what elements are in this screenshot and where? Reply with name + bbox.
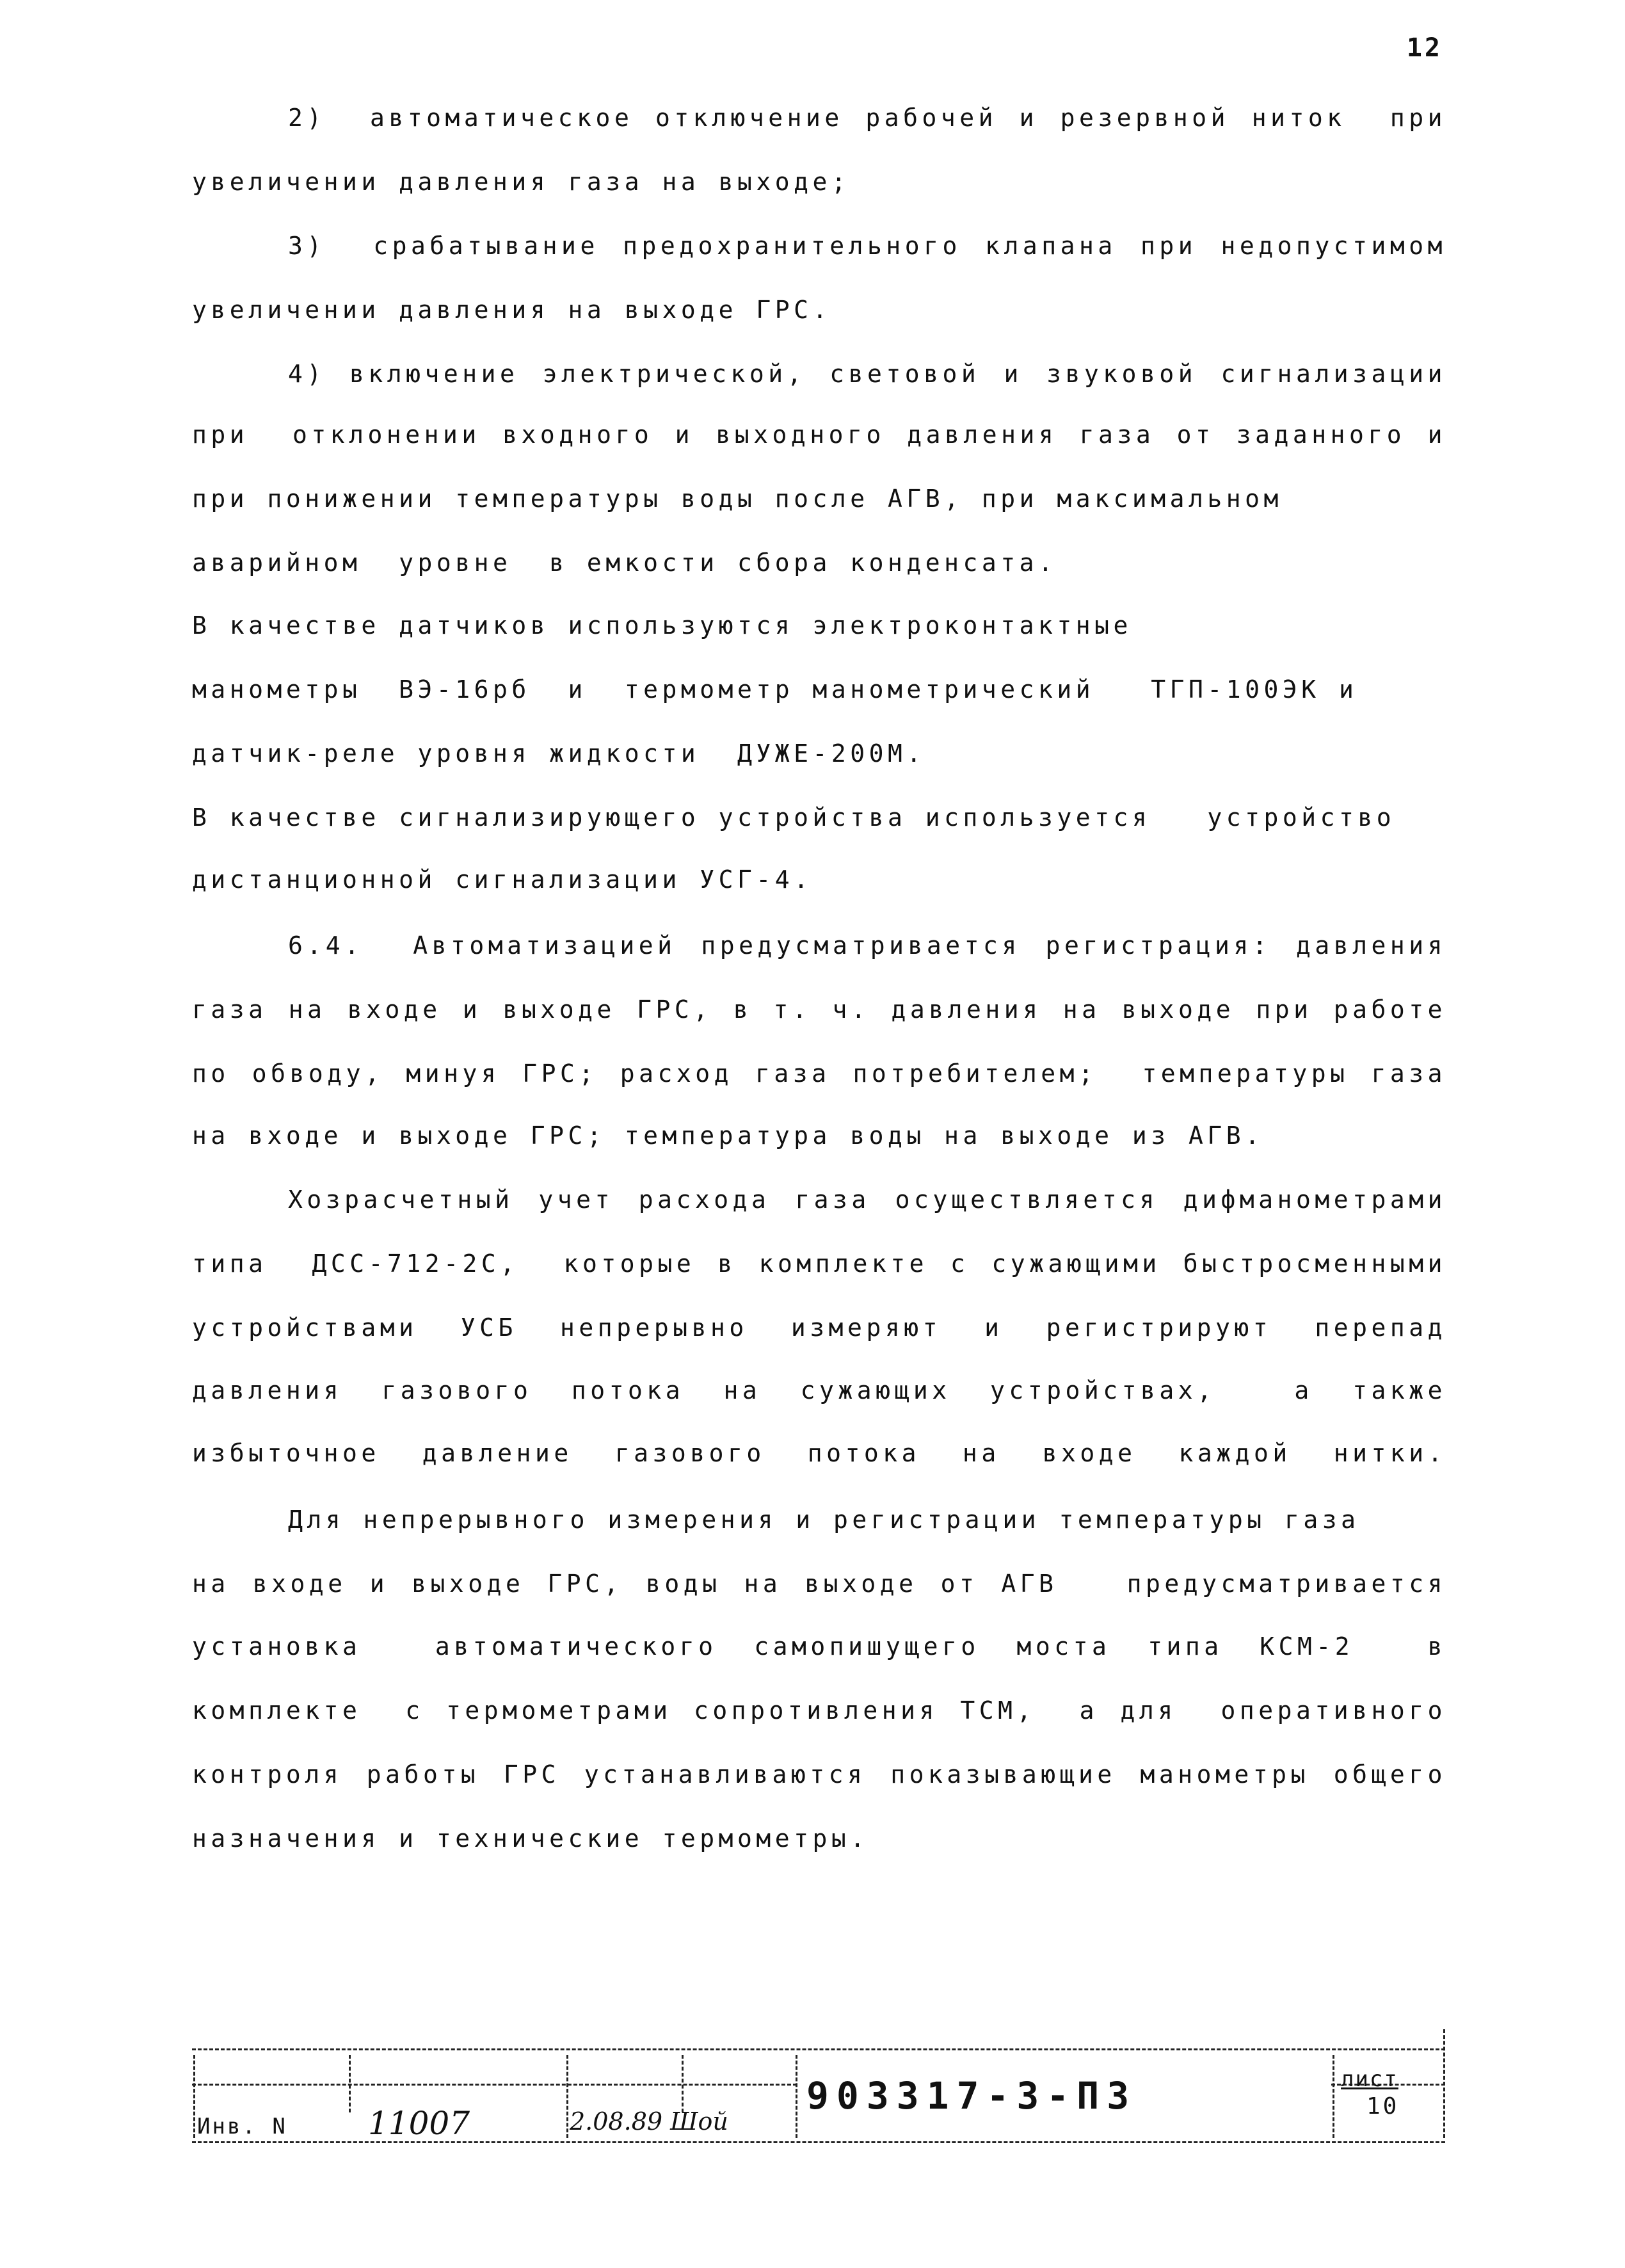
inventory-label: Инв. N — [197, 2114, 287, 2139]
text-line: комплекте с термометрами сопротивления ТСМ, а для оперативного — [192, 1696, 1446, 1725]
text-line: по обводу, минуя ГРС; расход газа потребителем; температуры газа — [192, 1059, 1446, 1088]
stamp-middle-rule — [192, 2084, 797, 2086]
text-line: типа ДСС-712-2С, которые в комплекте с сужающими быстросменными — [192, 1250, 1446, 1278]
text-line: дистанционной сигнализации УСГ-4. — [192, 865, 813, 894]
stamp-column-divider — [682, 2055, 684, 2112]
text-line: давления газового потока на сужающих устройствах, а также — [192, 1376, 1446, 1404]
text-line: манометры ВЭ-16рб и термометр манометрический ТГП-100ЭК и — [192, 675, 1358, 704]
text-line: аварийном уровне в емкости сбора конденсата. — [192, 549, 1057, 577]
text-line: В качестве сигнализирующего устройства используется устройство — [192, 803, 1396, 832]
text-line: устройствами УСБ непрерывно измеряют и регистрируют перепад — [192, 1314, 1446, 1342]
text-line: В качестве датчиков используются электроконтактные — [192, 611, 1132, 639]
signature-date: 2.08.89 Шой — [570, 2107, 728, 2135]
text-line: 6.4. Автоматизацией предусматривается регистрация: давления — [288, 931, 1446, 960]
text-line: назначения и технические термометры. — [192, 1824, 869, 1853]
text-line: газа на входе и выходе ГРС, в т. ч. давления на выходе при работе — [192, 995, 1446, 1024]
stamp-column-divider — [349, 2055, 351, 2112]
inventory-number: 11007 — [368, 2105, 470, 2142]
stamp-column-divider — [193, 2055, 195, 2138]
stamp-column-divider — [796, 2055, 797, 2138]
sheet-label: лист — [1341, 2066, 1398, 2092]
stamp-column-divider — [566, 2055, 568, 2138]
text-line: 4) включение электрической, световой и звуковой сигнализации — [288, 360, 1446, 388]
stamp-column-divider — [1443, 2029, 1445, 2138]
sheet-number: 10 — [1366, 2093, 1400, 2119]
text-line: Хозрасчетный учет расхода газа осуществляется дифманометрами — [288, 1186, 1446, 1214]
text-line: 2) автоматическое отключение рабочей и резервной ниток при — [288, 104, 1446, 132]
text-line: увеличении давления на выходе ГРС. — [192, 296, 831, 324]
text-line: на входе и выходе ГРС; температура воды на выходе из АГВ. — [192, 1122, 1264, 1150]
page-number: 12 — [1406, 33, 1443, 63]
document-code: 903317-3-ПЗ — [806, 2074, 1137, 2118]
text-line: избыточное давление газового потока на входе каждой нитки. — [192, 1439, 1446, 1467]
text-line: 3) срабатывание предохранительного клапана при недопустимом — [288, 232, 1446, 260]
stamp-top-border — [192, 2048, 1445, 2050]
text-line: установка автоматического самопишущего моста типа КСМ-2 в — [192, 1632, 1446, 1661]
text-line: датчик-реле уровня жидкости ДУЖЕ-200М. — [192, 739, 925, 768]
text-line: на входе и выходе ГРС, воды на выходе от АГВ предусматривается — [192, 1570, 1446, 1598]
text-line: увеличении давления газа на выходе; — [192, 168, 851, 196]
stamp-column-divider — [1333, 2055, 1334, 2138]
text-line: контроля работы ГРС устанавливаются показывающие манометры общего — [192, 1760, 1446, 1789]
text-line: при отклонении входного и выходного давления газа от заданного и — [192, 421, 1446, 449]
text-line: Для непрерывного измерения и регистрации температуры газа — [288, 1506, 1360, 1534]
text-line: при понижении температуры воды после АГВ, при максимальном — [192, 485, 1283, 513]
title-block-stamp — [192, 2029, 1445, 2151]
